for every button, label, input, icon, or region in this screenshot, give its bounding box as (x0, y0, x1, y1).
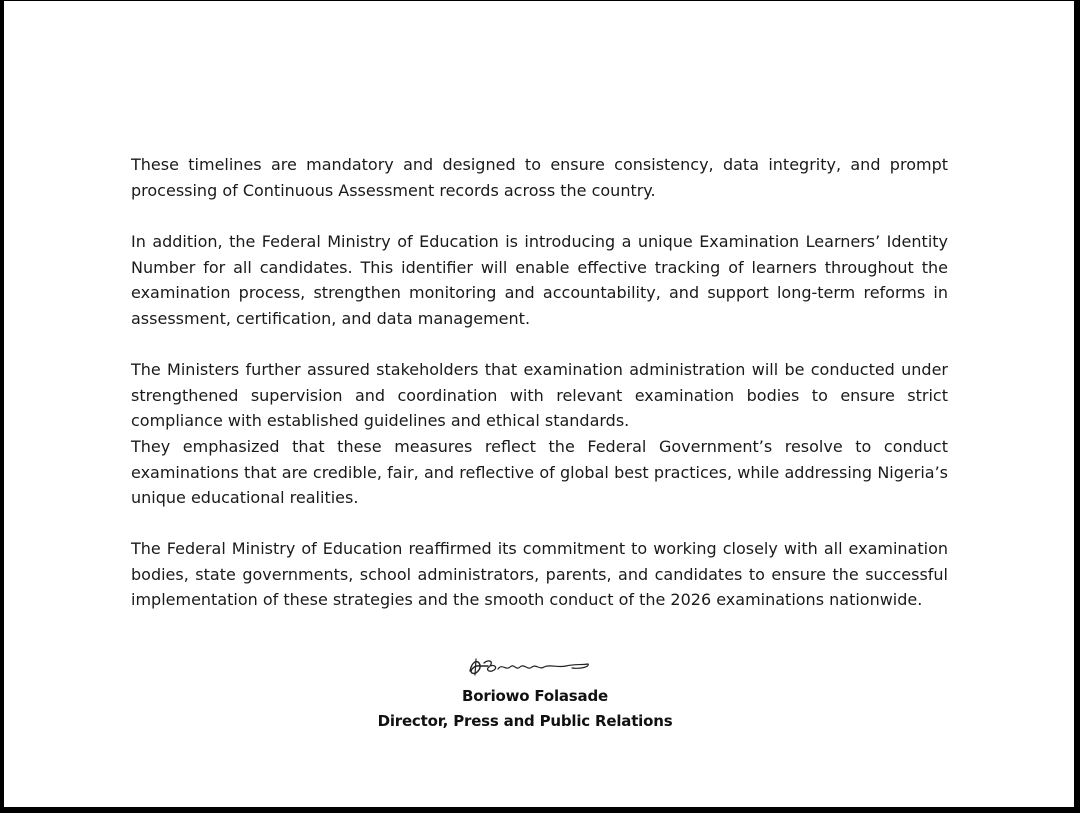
handwritten-signature (462, 653, 602, 679)
paragraph-measures: They emphasized that these measures reflect the Federal Government’s resolve to conduct examinations that are credible, fair, and reflective of global best practices, while addressing Nigeria’s unique educational realities. (131, 437, 948, 508)
signatory-name: Boriowo Folasade (462, 687, 608, 705)
document-page (4, 1, 1074, 807)
paragraph-identity-number: In addition, the Federal Ministry of Education is introducing a unique Examination Learners’ Identity Number for all candidates. This identifier will enable effective tracking of learners throughout the examination process, strengthen monitoring and accountability, and support long-term reforms in assessment, certification, and data management. (131, 232, 948, 328)
paragraph-supervision: The Ministers further assured stakeholders that examination administration will be conducted under strengthened supervision and coordination with relevant examination bodies to ensure strict compliance with established guidelines and ethical standards. (131, 360, 948, 431)
paragraph-timelines: These timelines are mandatory and designed to ensure consistency, data integrity, and prompt processing of Continuous Assessment records across the country. (131, 155, 948, 200)
paragraph-commitment: The Federal Ministry of Education reaffirmed its commitment to working closely with all examination bodies, state governments, school administrators, parents, and candidates to ensure the successful implementation of these strategies and the smooth conduct of the 2026 examinations nationwide. (131, 539, 948, 610)
signatory-title: Director, Press and Public Relations (377, 712, 673, 730)
